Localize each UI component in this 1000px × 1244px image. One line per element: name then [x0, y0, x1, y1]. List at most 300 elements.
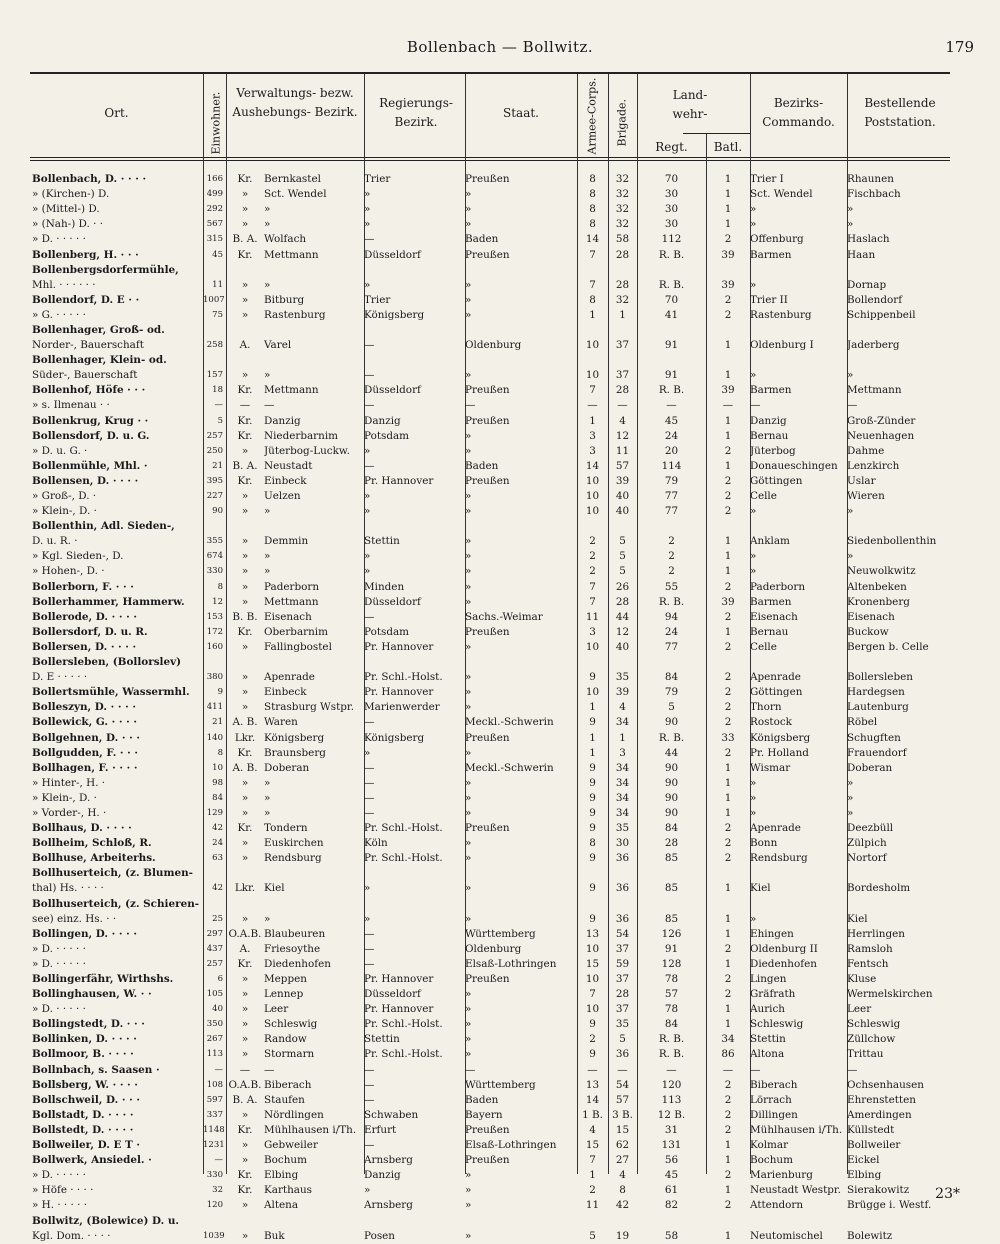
landwehr-battalion: 2: [724, 837, 732, 850]
brigade: 57: [615, 1093, 630, 1106]
population: [203, 519, 226, 534]
place-name: Bollersdorf, D. u. R.: [32, 625, 148, 638]
place-name: » Kgl. Sieden-, D.: [32, 550, 124, 563]
district-command: Barmen: [750, 595, 792, 608]
district-command: Donaueschingen: [750, 459, 838, 472]
landwehr-regiment: 2: [668, 550, 675, 563]
col-header-landwehr: Land- wehr-: [672, 88, 708, 121]
post-station: Jaderberg: [847, 339, 900, 352]
government-district: Schwaben: [364, 1108, 419, 1121]
district-command: »: [750, 912, 757, 925]
government-district: —: [364, 927, 375, 940]
brigade: [608, 353, 637, 368]
post-station: »: [847, 806, 854, 819]
population: 330: [206, 1170, 223, 1181]
col-header-bezirk: Bezirks- Commando.: [762, 96, 835, 129]
district-type: »: [241, 1154, 249, 1167]
place-name: » (Nah-) D. · ·: [32, 218, 104, 231]
landwehr-battalion: 1: [724, 1003, 732, 1016]
col-header-post: Bestellende Poststation.: [864, 96, 936, 129]
post-station: Nortorf: [847, 852, 887, 865]
table-row: [32, 1032, 948, 1047]
district: Euskirchen: [264, 837, 324, 850]
landwehr-battalion: 2: [724, 822, 732, 835]
state: »: [465, 988, 472, 1001]
district-type: B. A.: [232, 459, 258, 472]
government-district: Pr. Schl.-Holst.: [364, 1048, 443, 1061]
landwehr-regiment: R. B.: [658, 1048, 685, 1061]
district-command: Bonn: [750, 837, 778, 850]
post-station: Kiel: [847, 912, 868, 925]
state: »: [465, 686, 472, 699]
government-district: [364, 866, 465, 881]
population: 9: [217, 687, 223, 698]
post-station: Rhaunen: [847, 173, 894, 186]
place-name: » D. · · · · ·: [32, 957, 86, 970]
state: Preußen: [465, 248, 510, 261]
brigade: 39: [615, 474, 630, 487]
place-name: Bollhuserteich, (z. Blumen-: [32, 867, 193, 880]
district: Einbeck: [264, 686, 307, 699]
brigade: 15: [615, 1123, 630, 1136]
place-name: Bollenthin, Adl. Sieden-,: [32, 520, 175, 533]
state: »: [465, 701, 472, 714]
brigade: 34: [615, 716, 630, 729]
district-command: »: [750, 218, 757, 231]
landwehr-regiment: 84: [664, 1018, 679, 1031]
header-top-rule: [30, 72, 950, 74]
district: Demmin: [264, 535, 309, 548]
district-type: »: [241, 490, 249, 503]
landwehr-regiment: 56: [664, 1154, 679, 1167]
landwehr-regiment: 120: [661, 1078, 682, 1091]
table-row: [32, 1153, 948, 1168]
brigade: 4: [619, 414, 626, 427]
district: Biberach: [264, 1078, 312, 1091]
population: 8: [217, 747, 223, 758]
state: »: [465, 490, 472, 503]
army-corps: 9: [589, 806, 596, 819]
district-command: Kiel: [750, 882, 771, 895]
district: Altena: [264, 1199, 299, 1212]
district: Blaubeuren: [264, 927, 326, 940]
army-corps: 7: [589, 248, 596, 261]
district-command: [750, 897, 847, 912]
brigade: [608, 897, 637, 912]
district: Schleswig: [264, 1018, 318, 1031]
population: —: [214, 1064, 223, 1075]
district-type: »: [241, 1018, 249, 1031]
brigade: 39: [615, 686, 630, 699]
district-command: Ehingen: [750, 927, 794, 940]
army-corps: 14: [585, 233, 600, 246]
landwehr-battalion: 1: [724, 429, 732, 442]
table-row: [32, 549, 948, 564]
place-name: » Hohen-, D. ·: [32, 565, 105, 578]
district: Rendsburg: [264, 852, 322, 865]
district-command: Aurich: [750, 1003, 785, 1016]
table-row: [32, 1229, 948, 1244]
post-station: Frauendorf: [847, 746, 907, 759]
district: —: [264, 399, 275, 412]
landwehr-regiment: 12 B.: [657, 1108, 686, 1121]
government-district: [364, 519, 465, 534]
district-type: Kr.: [237, 957, 253, 970]
government-district: Trier: [364, 293, 391, 306]
district-command: [750, 519, 847, 534]
table-row: [32, 232, 948, 247]
government-district: Pr. Schl.-Holst.: [364, 671, 443, 684]
landwehr-subrule: [683, 133, 751, 134]
landwehr-regiment: 28: [664, 837, 679, 850]
army-corps: 1: [589, 308, 596, 321]
population: 567: [206, 219, 223, 230]
brigade: 40: [615, 490, 630, 503]
place-name: Bollhaus, D. · · · ·: [32, 822, 132, 835]
place-name: Bollersen, D. · · · ·: [32, 640, 137, 653]
post-station: Fentsch: [847, 957, 889, 970]
district-type: »: [241, 278, 249, 291]
district-type: »: [241, 1199, 249, 1212]
district: Mettmann: [264, 384, 319, 397]
army-corps: 10: [585, 640, 600, 653]
table-row: [32, 293, 948, 308]
landwehr-battalion: 2: [724, 233, 732, 246]
table-row: [32, 519, 948, 534]
landwehr-regiment: R. B.: [658, 278, 685, 291]
place-name: Bollensen, D. · · · ·: [32, 474, 139, 487]
col-header-verwaltung: Verwaltungs- bezw. Aushebungs- Bezirk.: [232, 86, 358, 119]
landwehr-regiment: [637, 323, 706, 338]
brigade: 28: [615, 278, 630, 291]
place-name: Bollewick, G. · · · ·: [32, 716, 137, 729]
district-command: [750, 323, 847, 338]
landwehr-battalion: 2: [724, 610, 732, 623]
post-station: »: [847, 369, 854, 382]
government-district: Posen: [364, 1229, 395, 1242]
district-type: [226, 1213, 264, 1228]
army-corps: 7: [589, 1154, 596, 1167]
population: 250: [206, 445, 223, 456]
post-station: Neuenhagen: [847, 429, 915, 442]
landwehr-battalion: 2: [724, 490, 732, 503]
table-row: [32, 444, 948, 459]
landwehr-battalion: 2: [724, 474, 732, 487]
brigade: 12: [615, 625, 630, 638]
district: »: [264, 218, 271, 231]
government-district: —: [364, 399, 375, 412]
army-corps: 1: [589, 701, 596, 714]
district-command: Stettin: [750, 1033, 786, 1046]
place-name: Bollertsmühle, Wassermhl.: [32, 686, 190, 699]
post-station: Bollweiler: [847, 1139, 901, 1152]
state: [465, 866, 577, 881]
army-corps: [577, 263, 608, 278]
landwehr-regiment: 85: [664, 912, 679, 925]
district: [264, 353, 364, 368]
government-district: Marienwerder: [364, 701, 440, 714]
district-command: »: [750, 369, 757, 382]
population: 499: [206, 189, 223, 200]
state: »: [465, 806, 472, 819]
landwehr-battalion: 1: [724, 806, 732, 819]
district: Königsberg: [264, 731, 325, 744]
landwehr-regiment: 85: [664, 852, 679, 865]
district-command: Anklam: [750, 535, 790, 548]
population: [203, 655, 226, 670]
district: Niederbarnim: [264, 429, 339, 442]
landwehr-regiment: 78: [664, 1003, 679, 1016]
district: Karthaus: [264, 1184, 313, 1197]
district-type: Kr.: [237, 1169, 253, 1182]
post-station: Herrlingen: [847, 927, 905, 940]
population: 11: [212, 279, 223, 290]
post-station: Amerdingen: [847, 1108, 912, 1121]
table-row: [32, 836, 948, 851]
population: 98: [212, 777, 223, 788]
army-corps: 8: [589, 837, 596, 850]
army-corps: 10: [585, 490, 600, 503]
landwehr-regiment: 30: [664, 218, 679, 231]
landwehr-battalion: —: [722, 399, 734, 412]
table-row: [32, 338, 948, 353]
state: »: [465, 369, 472, 382]
district-type: [226, 655, 264, 670]
place-name: Bollwitz, (Bolewice) D. u.: [32, 1214, 180, 1227]
district: Mettmann: [264, 248, 319, 261]
landwehr-regiment: R. B.: [658, 248, 685, 261]
population: 674: [206, 551, 223, 562]
population: 45: [212, 249, 223, 260]
state: [465, 1213, 577, 1228]
state: [465, 655, 577, 670]
table-row: [32, 172, 948, 187]
post-station: Neuwolkwitz: [847, 565, 916, 578]
district-command: Altona: [750, 1048, 785, 1061]
landwehr-battalion: 34: [721, 1033, 735, 1046]
col-header-staat: Staat.: [503, 106, 539, 120]
district-type: [226, 263, 264, 278]
district-type: O.A.B.: [228, 1078, 262, 1091]
district-type: Kr.: [237, 822, 253, 835]
district-type: Lkr.: [234, 882, 256, 895]
landwehr-battalion: 1: [724, 550, 732, 563]
district-type: »: [241, 218, 249, 231]
district: Leer: [264, 1003, 289, 1016]
district-command: Lingen: [750, 973, 787, 986]
district: Braunsberg: [264, 746, 326, 759]
government-district: —: [364, 791, 375, 804]
army-corps: 1: [589, 414, 596, 427]
post-station: —: [847, 1063, 858, 1076]
table-row: [32, 972, 948, 987]
district: Jüterbog-Luckw.: [264, 444, 350, 457]
state: »: [465, 505, 472, 518]
post-station: Uslar: [847, 474, 876, 487]
table-row: [32, 746, 948, 761]
army-corps: [577, 897, 608, 912]
post-station: Fischbach: [847, 188, 901, 201]
state: [465, 897, 577, 912]
district-command: Offenburg: [750, 233, 804, 246]
district: Gebweiler: [264, 1139, 318, 1152]
table-row: [32, 791, 948, 806]
landwehr-battalion: 2: [724, 444, 732, 457]
post-station: [847, 866, 948, 881]
col-header-batl: Batl.: [713, 140, 743, 154]
brigade: 34: [615, 791, 630, 804]
population: 108: [206, 1079, 223, 1090]
brigade: 5: [619, 1033, 626, 1046]
landwehr-battalion: 1: [724, 1229, 732, 1242]
district-command: Bernau: [750, 625, 789, 638]
district-type: »: [241, 1048, 249, 1061]
army-corps: 8: [589, 293, 596, 306]
district: »: [264, 278, 271, 291]
army-corps: 3: [589, 429, 596, 442]
state: Preußen: [465, 625, 510, 638]
table-row: [32, 489, 948, 504]
district-type: »: [241, 791, 249, 804]
brigade: 5: [619, 565, 626, 578]
district-type: Kr.: [237, 746, 253, 759]
landwehr-battalion: 1: [724, 339, 732, 352]
population: 25: [212, 913, 223, 924]
landwehr-regiment: 2: [668, 535, 675, 548]
place-name: » Vorder-, H. ·: [32, 806, 107, 819]
district: »: [264, 912, 271, 925]
post-station: »: [847, 776, 854, 789]
landwehr-regiment: R. B.: [658, 384, 685, 397]
government-district: Trier: [364, 173, 391, 186]
army-corps: 13: [585, 927, 600, 940]
landwehr-regiment: 85: [664, 882, 679, 895]
post-station: Brügge i. Westf.: [847, 1199, 932, 1212]
state: Preußen: [465, 414, 510, 427]
brigade: 44: [615, 610, 630, 623]
district: —: [264, 1063, 275, 1076]
table-row: [32, 247, 948, 262]
table-row: [32, 1047, 948, 1062]
army-corps: 9: [589, 791, 596, 804]
post-station: Ehrenstetten: [847, 1093, 916, 1106]
district-type: »: [241, 595, 249, 608]
state: [465, 323, 577, 338]
state: »: [465, 1048, 472, 1061]
government-district: »: [364, 1184, 371, 1197]
table-row: [32, 564, 948, 579]
army-corps: 13: [585, 1078, 600, 1091]
population: 411: [206, 702, 223, 713]
population: 1231: [203, 1140, 225, 1151]
district-type: »: [241, 565, 249, 578]
post-station: Eisenach: [847, 610, 895, 623]
table-row: [32, 474, 948, 489]
landwehr-regiment: 41: [664, 308, 679, 321]
post-station: Lautenburg: [847, 701, 909, 714]
landwehr-regiment: 30: [664, 203, 679, 216]
table-row: [32, 685, 948, 700]
state: [465, 263, 577, 278]
post-station: Sierakowitz: [847, 1184, 910, 1197]
government-district: Danzig: [364, 414, 401, 427]
population: 63: [212, 853, 223, 864]
state: »: [465, 550, 472, 563]
district-command: [750, 1213, 847, 1228]
state: »: [465, 218, 472, 231]
government-district: —: [364, 233, 375, 246]
place-name: Bollwerk, Ansiedel. ·: [32, 1154, 152, 1167]
landwehr-regiment: 45: [664, 414, 679, 427]
army-corps: 10: [585, 369, 600, 382]
government-district: Düsseldorf: [364, 595, 421, 608]
state: »: [465, 1199, 472, 1212]
brigade: 54: [615, 1078, 630, 1091]
brigade: —: [617, 1063, 628, 1076]
brigade: 40: [615, 505, 630, 518]
district: Buk: [264, 1229, 285, 1242]
army-corps: 9: [589, 716, 596, 729]
landwehr-regiment: [637, 866, 706, 881]
landwehr-regiment: 30: [664, 188, 679, 201]
header-bottom-rule-2: [30, 160, 950, 161]
brigade: 37: [615, 339, 630, 352]
brigade: 8: [619, 1184, 626, 1197]
population: 105: [206, 989, 223, 1000]
landwehr-battalion: 2: [724, 671, 732, 684]
government-district: —: [364, 806, 375, 819]
district-type: »: [241, 776, 249, 789]
place-name: Bollensdorf, D. u. G.: [32, 429, 150, 442]
table-row: [32, 504, 948, 519]
district-type: »: [241, 988, 249, 1001]
district-type: B. B.: [232, 610, 258, 623]
population: 40: [212, 1004, 223, 1015]
district: [264, 519, 364, 534]
table-row: [32, 715, 948, 730]
population: 337: [206, 1109, 223, 1120]
landwehr-battalion: [706, 655, 750, 670]
landwehr-regiment: 91: [664, 942, 679, 955]
district-type: Kr.: [237, 414, 253, 427]
district-command: —: [750, 399, 761, 412]
place-name: Bollersleben, (Bollorslev): [32, 656, 182, 669]
brigade: 37: [615, 1003, 630, 1016]
landwehr-battalion: 1: [724, 761, 732, 774]
landwehr-regiment: 70: [664, 173, 679, 186]
state: »: [465, 746, 472, 759]
table-row: [32, 881, 948, 896]
brigade: 5: [619, 535, 626, 548]
army-corps: 10: [585, 474, 600, 487]
district: Oberbarnim: [264, 625, 328, 638]
army-corps: 10: [585, 1003, 600, 1016]
landwehr-battalion: [706, 1213, 750, 1228]
district-type: Kr.: [237, 625, 253, 638]
government-district: Stettin: [364, 535, 400, 548]
district-command: Thorn: [750, 701, 782, 714]
post-station: Wermelskirchen: [847, 988, 933, 1001]
brigade: 58: [615, 233, 630, 246]
district: Lennep: [264, 988, 304, 1001]
gazetteer-table: [32, 172, 948, 1244]
army-corps: 7: [589, 384, 596, 397]
state: »: [465, 444, 472, 457]
table-row: [32, 263, 948, 278]
population: 84: [212, 792, 223, 803]
district-type: »: [241, 686, 249, 699]
table-row: [32, 912, 948, 927]
